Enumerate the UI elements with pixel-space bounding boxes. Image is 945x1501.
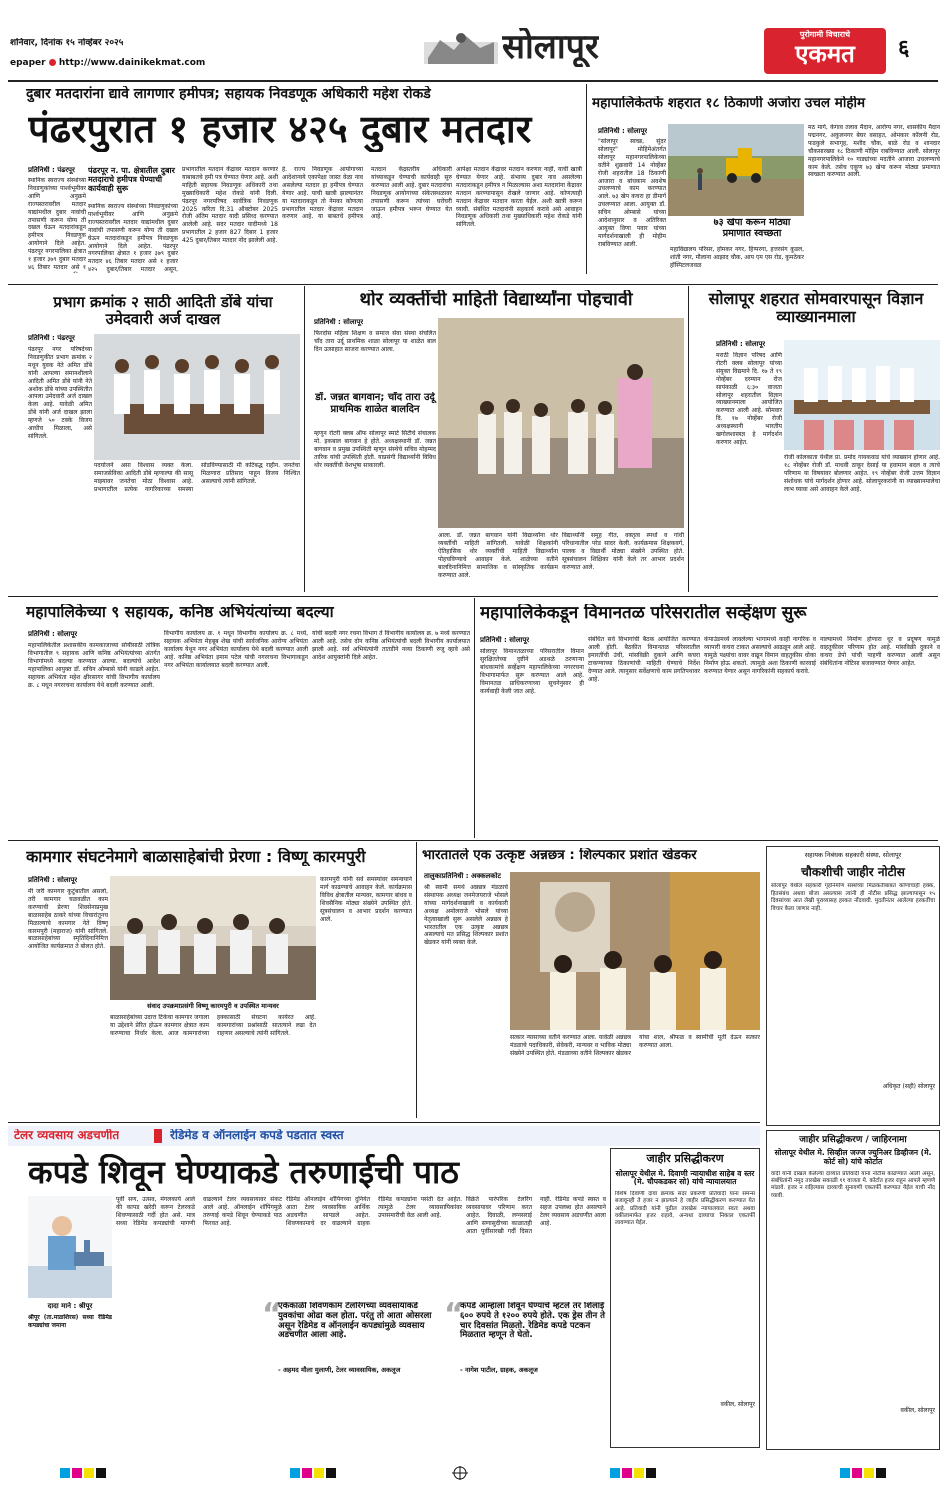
s10-headline: कपडे शिवून घेण्याकडे तरुणाईची पाठ [28,1154,459,1191]
s1-byline: प्रतिनिधी : पंढरपूर [28,166,75,174]
s2-body-a: "सोलापूर स्वच्छ, सुंदर सोलापूर" मोहिमेअंतर्गत सोलापूर महानगरपालिकेच्या वतीने शुक्रवारी 14 नोव्हेंबर रोजी शहरातील 18 ठिकाणी आजारा व बांधकाम अवशेष उचलण्याचे काम करण्यात आले. ७३ खेप कचरा हा डीमार्ग उचलण्यात आला. आयुक्त डॉ. सचिन ओम्बासे यांच्या आदेशानुसार व अतिरिक्त आयुक्त विणा पवार यांच्या मार्गदर्शनाखाली ही मोहीम राबविण्यात आली. [598,138,666,248]
s8-headline: कामगार संघटनेमागे बाळासाहेबांची प्रेरणा : विष्णू कारमपुरी [26,848,366,866]
s10-caption: दादा माने : श्रीपूर [47,1302,93,1310]
s3-body-b: पदयोजने असा विश्वास व्यक्त केला. समाजसेविका आदिती डोंबे म्हणाल्या की सासू माझ्यावर जनतेचा मोठा विश्वास आहे. प्रभागातील प्रत्येक नागरिकाच्या समस्या सोडविण्यासाठी मी कटिबद्ध राहीन. जनतेचा मिळणारा प्रतिसाद पाहून विजय निश्चित असल्याचे त्यांनी सांगितले. [94,462,300,493]
s10-quote1-text: एकेकाळी शिवणकाम टेलरिंगच्या व्यवसायाकडे युवकांचा ओढा कल होता. परंतु तो आता ओसरला असून रेडिमेड व ऑनलाईन कपड्यांमुळे व्यवसाय अडचणीत आला आहे. [278,1302,432,1341]
ad1-sign: अधिकृत (सही) सोलापूर [882,1083,935,1091]
s2-body-c: मठ मार्ग, केगाव तलाव मैदान, आरोग्य नगर, शासकीय मैदान पद्मनगर, अकुलनगर बेघर वसाहत, ओमकार कॉलनी रोड, फडकुले सभागृह, मशीद चौक, बाळे रोड व शानदार चौकसारख्या १८ ठिकाणी मोहिम राबविण्यात आली. सोलापूर महानगरपालिकेने १० गाड्यांच्या मदतीने आजारा उचलण्याचे काम केले. तसेच एकूण ७३ खेपा करून मोठ्या प्रमाणात स्वच्छता करण्यात आली. [808,124,940,179]
s10-intro: श्रीपूर (ता.माळशिरस) सध्या रेडिमेड कपड्यांचा जमाना [28,1314,112,1329]
s1-kicker: दुबार मतदारांना द्यावे लागणार हमीपत्र; सहायक निवडणूक अधिकारी महेश रोकडे [26,86,431,102]
s7-headline: महापालिकेकडून विमानतळ परिसरातील सर्व्हेक्षण सुरू [480,604,807,623]
s2-byline: प्रतिनिधी : सोलापूर [598,127,648,135]
s1-body-e: आपेक्षा मतदान केंद्रावर मतदान करणार नाही, याची खात्री घेण्यात येणार आहे. संभाव्य दुबार नाव असलेल्या मतदाराकडून हमीपत्र न मिळाल्यास अशा मतदारांना केंद्रावर मतदान करण्यापासून रोखले जाणार आहे. कोणत्याही मतदान केंद्रावर मतदान करता येईल. अशी खात्री करून घ्यावी. संबंधित मतदारांनी सहकार्य करावे असे आवाहन निवडणूक अधिकारी तथा मुख्याधिकारी महेश रोकडे यांनी सांगितले. [456,166,582,229]
ad3-title: जाहीर प्रसिद्धीकरण / जाहिरनामा [799,1135,907,1145]
ad1-body: सोलापूर येथील सहकारी गृहनिर्माण संस्थेच्या मिळकतीबाबत कोणाचाही हक्क, हितसंबंध अथवा बोजा असल्यास त्यांनी ही नोटीस प्रसिद्ध झाल्यापासून १५ दिवसांच्या आत लेखी पुराव्यासह हरकत नोंदवावी. मुदतीनंतर आलेल्या हरकतींचा विचार केला जाणार नाही. [771,883,935,912]
s3-headline: प्रभाग क्रमांक २ साठी आदिती डोंबे यांचा उमेदवारी अर्ज दाखल [53,294,273,329]
s6-body-a: महापालिकेतील प्रशासकीय कामकाजाच्या सोयीसाठी तांत्रिक विभागातील ९ सहायक आणि कनिष्ठ अभियंत्यांच्या अंतर्गत विभागांमध्ये बदल्या करण्यात आल्या. बदल्यांचे आदेश महापालिका आयुक्त डॉ. सचिन ओम्बासे यांनी काढले आहेत. सहायक अभियंता महेश क्षीरसागर यांची विभागीय कार्यालय क्र. ८ मधून नगररचना कार्यालय येथे बदली करण्यात आली. [28,642,160,689]
s1-subhead: पंढरपूर न. पा. क्षेत्रातील दुबार मतदाराचे हमीपत्र घेण्याची कार्यवाही सुरू [88,166,175,194]
ad1-title: चौकशीची जाहीर नोटीस [801,864,905,879]
s1-headline: पंढरपुरात १ हजार ४२५ दुबार मतदार [28,108,532,151]
epaper-label: epaper http://www.dainikekmat.com [10,58,206,68]
s4-subhead-box [312,392,438,430]
s10-quote-1 [262,1302,438,1382]
s1-subhead-box [88,166,178,200]
s9-body-a: श्री स्वामी समर्थ अन्नछत्र मंडळाचे संस्थापक अध्यक्ष जनमेजयराजे भोसले यांच्या मार्गदर्शनाखाली व कार्यकारी अध्यक्ष अमोलराजे भोसले यांच्या नेतृत्वाखाली सुरू असलेले अन्नछत्र हे भारतातील एक उत्कृष्ट अन्नछत्र असल्याचे मत प्रसिद्ध शिल्पकार प्रशांत खेडकर यांनी व्यक्त केले. [424,884,508,947]
notice-ad-1 [766,846,940,1126]
s2-headline: महापालिकेतर्फे शहरात १८ ठिकाणी अजोरा उचल मोहीम [592,96,866,111]
s4-subhead: डॉ. जन्नत बागवान; चाँद तारा उर्दू प्राथमिक शाळेत बालदिन [315,392,435,415]
s3-byline: प्रतिनिधी : पंढरपूर [28,334,75,342]
s4-body-c: आला. डॉ. जन्नत बागवान यांनी विद्यार्थ्यांना थोर व्यक्तींची माहिती सांगितली. यावेळी शिक्षकांनी ऐतिहासिक थोर व्यक्तींची माहिती विद्यार्थ्यांना पोहचविण्याचे आवाहन केले. शाळेच्या वतीने बालदिनानिमित्त सामाजिक व सांस्कृतिक कार्यक्रम करण्यात आले. [438,532,558,579]
s1-body-d: हे. राज्य निवडणूक आयोगाच्या आदेशान्वये एकापेक्षा जास्त वेळा नाव असलेल्या मतदार हा हमीपत्र घेण्यात येणार आहे. याची खात्री झाल्यानंतर या मतदाराकडून तो नेमका कोणत्या प्रभागातील मतदार केंद्रावर मतदान करणार आहे. या बाबतचे हमीपत्र मतदान केंद्रस्तरीय अधिकारी यांच्याकडून घेण्याची कार्यवाही सुरु करण्यात आली आहे. दुबार मतदारांचा निवडणूक आयोगाच्या संकेतस्थळावर तपासणी करून त्यांच्या घरोघरी जाऊन हमीपत्र भरून घेण्यात येत आहे. [282,166,452,221]
ad3-body: वादी यांनी दाखल केलेल्या दाव्यात प्रतिवादी यांना नोटीस काढण्यात आली असून, संबंधितांनी नमूद तारखेस सकाळी ११ वाजता मे. कोर्टात हजर राहून आपले म्हणणे मांडावे. हजर न राहिल्यास दाव्याची सुनावणी एकतर्फी करण्यात येईल याची नोंद घ्यावी. [771,1170,935,1199]
s7-body-c: कंपाउंडमध्ये लावलेल्या भागामध्ये काही नागरिक व व्यापारी कचरा टाकत असल्याचे आढळून आले आहे. यामुळे पक्ष्यांचा वावर वाढून विमान वाहतुकीस धोका निर्माण होऊ शकतो. त्यामुळे अशा ठिकाणी कारवाई करण्यात येणार असून नागरिकांनी सहकार्य करावे. [704,636,816,675]
paper-brand [764,28,886,74]
quote-mark-icon-2: “ [444,1302,464,1332]
tagline: पुरोगामी विचाराचे [799,30,851,39]
s1-body-b: स्थानिक स्वराज्य संस्थांच्या निवडणुकांच्या पार्श्वभूमीवर आणि अनुक्रमे राज्यस्तरावरील मतदार याद्यांमधील दुबार नावांची तपासणी करून योग्य ती दखल घेऊन मतदारांकडून हमीपत्र निवडणूक आयोगाने दिले आहेत. पंढरपूर नगरपालिका क्षेत्रात १ हजार ३७९ दुबार मतदार ४६ तिबार मतदार असे १ हजार ४२५ दुबार/तिबार मतदार असून, [88,203,178,273]
s10-quote2-by: - नागेश पाटील, ग्राहक, अकलूज [460,1366,538,1374]
s8-photo-caption: संवाद उपक्रमाप्रसंगी विष्णू कारमपुरी व उपस्थित मान्यवर [147,1002,279,1010]
city-name: सोलापूर [502,28,599,67]
s6-headline: महापालिकेच्या ९ सहायक, कनिष्ठ अभियंत्यांच्या बदल्या [26,604,334,621]
print-color-bar [60,1466,890,1480]
s4-children-photo [438,318,684,528]
s2-photo-caption: ७३ खेपा करून मोठ्या प्रमाणात स्वच्छता [713,218,791,239]
s10-quote1-by: - अहमद मौला मुलाणी, टेलर व्यावसायिक, अकलूज [278,1366,401,1374]
s10-quote2-text: कपडे आम्हाला शिवून घेण्याचे म्हटले तर शिलाई ६०० रुपये ते १२०० रुपये होते. एक ड्रेस तीन ते चार दिवसांत मिळतो. रेडिमेड कपडे पटकन मिळतात म्हणून ते घेतो. [460,1302,606,1341]
s7-body-d: नाल्यामध्ये निर्माण होणारा धूर व प्रदूषण यामुळे वाहतुकीवर परिणाम होत आहे. मांसविक्री दुकाने व कचरा डेपो यांची पाहणी करण्यात आली असून संबंधितांना नोटिसा बजावण्यात येणार आहेत. [820,636,940,667]
s8-byline: प्रतिनिधी : सोलापूर [28,876,78,884]
s8-body-c: कारमपुरी यांनी सर्व समस्यांवर समन्वयाने मार्ग काढण्याचे आवाहन केले. कार्यक्रमास विविध क्षेत्रातील मान्यवर, कामगार बांधव व शिवसैनिक मोठ्या संख्येने उपस्थित होते. सूत्रसंचालन व आभार प्रदर्शन करण्यात आले. [320,876,412,923]
s9-byline: तालुकाप्रतिनिधी : अक्कलकोट [424,872,502,880]
s6-byline: प्रतिनिधी : सोलापूर [28,630,78,638]
quote-mark-icon: “ [262,1302,282,1332]
paper-name: एकमत [795,41,855,68]
s3-nomination-photo [94,334,300,460]
s10-body-b: रेडिमेड ऑनलाईन शॉपिंगच्या दुनियेत आता टेलर व्यवसायिक आर्थिक अडचणीत सापडले आहेत. शिवणकामाचे दर वाढल्याने ग्राहक रेडिमेड कपड्यांना पसंती देत आहेत. त्यामुळे टेलर व्यावसायिकांवर उपासमारीची वेळ आली आहे. [286,1196,462,1227]
s6-body-c: यांची बदली नगर रचना विभाग ते विभागीय कार्यालय क्र. ७ मध्ये करण्यात आली आहे. तसेच दोन कनिष्ठ अभियंत्यांची बदली विभागीय कार्यालयात झाली आहे. सर्व अभियंत्यांनी तातडीने नव्या ठिकाणी रुजू व्हावे असे आदेश आयुक्तांनी दिले आहेत. [312,630,470,661]
s10-kicker-sep [154,1129,162,1143]
s5-byline: प्रतिनिधी : सोलापूर [716,340,766,348]
s1-body-c: प्रभागातील मतदान केंद्रावर मतदान करणार याबाबतचे हमी पत्र घेण्यात येणार आहे. अशी माहिती सहायक निवडणूक अधिकारी तथा मुख्याधिकारी महेश रोकडे यांनी दिली. पंढरपूर नगरपरिषद सार्वत्रिक निवडणूक 2025 करिता दि.31 ऑक्टोबर 2025 रोजी अंतिम मतदार यादी प्रसिध्द करण्यात आलेली आहे. सदर मतदार यादीमध्ये 18 प्रभागातील 2 हजार 827 दिबार 1 हजार 425 दुबार/तिबार मतदार नोंद झालेली आहे. [182,166,278,245]
s5-body-b: रोजी कोलकाता येथील प्रा. प्रमोद गायकवाड यांचे व्याख्यान होणार आहे. १८ नोव्हेंबर रोजी डॉ. माधवी ठाकूर देसाई या हवामान बदल व त्याचे परिणाम या विषयावर बोलणार आहेत. १९ नोव्हेंबर रोजी उत्तम विज्ञान संशोधक यांचे मार्गदर्शन होणार आहे. सोलापूरकरांनी या व्याख्यानमालेचा लाभ घ्यावा असे आवाहन केले आहे. [784,454,940,493]
masthead [0,0,945,76]
s10-body-a: पूर्वी सण, उत्सव, मंगलकार्य आले की कापड खरेदी करून टेलरकडे शिवण्यासाठी गर्दी होत असे. मात्र सध्या रेडिमेड कपड्यांची मागणी वाढल्याने टेलर व्यवसायावर संकट आले आहे. ऑनलाईन शॉपिंगमुळे तरुणाई कपडे शिवून घेण्याकडे पाठ फिरवत आहे. [116,1196,282,1227]
s2-body-b: महाविद्यालय परिसर, होमकर नगर, हिप्परगा, हत्तरसंग कुडल, शांती नगर, मौलाना आझाद चौक, आय एम एस रोड, कुमठेकर हॉस्पिटलजवळ [670,246,804,269]
s4-body-b: म्हणून रोटरी क्लब ऑफ सोलापूर स्मार्ट सिटीचे संचालक मो. इकबाल बागवान हे होते. अध्यक्षस्थानी डॉ. जन्नत बागवान व प्रमुख उपस्थिती म्हणून संस्थेचे सचिव मोहम्मद तारिक यांची उपस्थिती होती. याप्रसंगी विद्यार्थ्यांनी विविध थोर व्यक्तींची वेशभूषा साकारली. [314,430,436,469]
website-link[interactable]: http://www.dainikekmat.com [58,58,206,68]
s9-felicitation-photo [510,872,760,1030]
masthead-date: शनिवार, दिनांक १५ नोव्हेंबर २०२५ [10,38,124,48]
ad2-sign: वकील, सोलापूर [720,1400,755,1408]
s6-body-b: विभागीय कार्यालय क्र. १ मधून विभागीय कार्यालय क्र. ८ मध्ये, सहायक अभियंता मेहबूब शेख यांची सार्वजनिक आरोग्य अभियंता कार्यालय येथून नगर अभियंता कार्यालय येथे बदली करण्यात आली आहे. कनिष्ठ अभियंता इमाम पटेल यांची नगररचना विभागाकडून नगर अभियंता कार्यालयात बदली करण्यात आली. [164,630,308,669]
s10-kicker: टेलर व्यवसाय अडचणीत [14,1129,120,1142]
s9-headline: भारतातले एक उत्कृष्ट अन्नछत्र : शिल्पकार प्रशांत खेडकर [422,848,697,863]
s8-meeting-photo [110,876,316,1000]
s10-quote-2 [444,1302,606,1382]
ad2-court: सोलापूर येथील मे. दिवाणी न्यायाधीश साहेब व स्तर (मे. चौपकडकर सो) यांचे न्यायालयात [615,1168,755,1187]
s3-body-a: पंढरपूर नगर परिषदेच्या निवडणुकीत प्रभाग क्रमांक २ मधून युवक नेते अमित डोंबे यांनी आपल्या समानशीलाने आदिती अमित डोंबे यांनी नेते अशोक डोंबे यांच्या उपस्थितीत आपला उमेदवारी अर्ज दाखल केला आहे. यावेळी अमित डोंबे यांनी अर्ज दाखल झाला म्हणजे ५० टक्के विजय आधीच मिळाला, असे सांगितले. [28,346,92,440]
s5-body-a: मराठी विज्ञान परिषद आणि रोटरी क्लब सोलापूर यांच्या संयुक्त विद्यमाने दि. १७ ते १९ नोव्हेंबर दरम्यान रोज सायंकाळी ६:३० वाजता सोलापूर शहरातील विज्ञान व्याख्यानमाला आयोजित करण्यात आली आहे. सोमवार दि. १७ नोव्हेंबर रोजी अध्यक्षस्थानी भारतीय खगोलशास्त्रज्ञ हे मार्गदर्शन करणार आहेत. [716,352,782,446]
s10-tailor-photo [28,1196,112,1298]
ad1-top: सहायक निबंधक सहकारी संस्था, सोलापूर [804,851,902,859]
s7-body-b: संबंधित सर्व विभागांची बैठक आयोजित करण्यात आली होती. बैठकीत विमानतळ परिसरातील इमारतींची उंची, मांसविक्री दुकाने आणि कचरा टाकण्याच्या ठिकाणांची माहिती घेण्याचे निर्देश देण्यात आले. त्यानुसार सर्वेक्षणाचे काम प्रगतिपथावर आहे. [588,636,700,683]
s10-kicker2: रेडिमेड व ऑनलाईन कपडे पडतात स्वस्त [170,1129,344,1142]
page-number: ६ [898,36,910,61]
ad3-sign: वकील, सोलापूर [900,1406,935,1414]
s4-body-d: विद्यार्थ्यांनी समूह गीत, वक्तृत्व स्पर्धा व गांधी परिधानातील परेड सादर केली. कार्यक्रमास शिक्षकवर्ग, पालक व विद्यार्थी मोठ्या संख्येने उपस्थित होते. सूत्रसंचालन शिक्षिका यांनी केले तर आभार प्रदर्शन करण्यात आले. [562,532,684,571]
s8-body-a: मी जरी कामगार कुटुंबातील असलो, तरी कामगार चळवळीत काम करण्याची प्रेरणा शिवसेनाप्रमुख बाळासाहेब ठाकरे यांच्या विचारांतूनच मिळाल्याचे कामगार नेते विष्णू कारमपुरी (महाराज) यांनी सांगितले. बाळासाहेबांच्या स्मृतिदिनानिमित्त आयोजित कार्यक्रमात ते बोलत होते. [28,888,108,951]
ad2-title: जाहीर प्रसिद्धीकरण [646,1152,724,1165]
s2-cleanup-photo [668,124,804,216]
s7-byline: प्रतिनिधी : सोलापूर [480,636,530,644]
s5-science-photo [784,340,940,450]
s8-body-b: बाळासाहेबांच्या उदात्त टिकेचा कामगार जगाला या उद्देशाने प्रेरित होऊन कामगार क्षेत्रात काम करण्याचा निर्धार केला. आज कामगारांच्या हक्कासाठी संघटना कार्यरत आहे. कामगारांच्या प्रश्नांसाठी सातत्याने लढा देत राहणार असल्याचे त्यांनी सांगितले. [110,1014,316,1037]
s7-body-a: सोलापूर विमानतळाच्या परिसरातील विमान सुरक्षिततेच्या दृष्टीने अडथळे ठरणाऱ्या बांधकामांचे सर्व्हेक्षण महापालिकेच्या नगररचना विभागामार्फत सुरू करण्यात आले आहे. विमानतळ प्राधिकरणाच्या सूचनेनुसार ही कार्यवाही केली जात आहे. [480,648,584,695]
s10-body-c: विक्रेते पारंपरिक टेलरिंग व्यवसायावर परिणाम करत आहेत. दिवाळी, लग्नसराई आणि सणासुदीच्या काळातही आता पूर्वीसारखी गर्दी दिसत नाही. रेडिमेड कपडे स्वस्त व सहज उपलब्ध होत असल्याने टेलर व्यवसाय अडचणीत आला आहे. [466,1196,606,1235]
s5-headline: सोलापूर शहरात सोमवारपासून विज्ञान व्याख्यानमाला [708,290,924,327]
ad3-court: सोलापूर येथील मे. सिव्हील जज्ज ज्युनिअर डिव्हीजन (मे. कोर्ट सो) यांचे कोर्टात [774,1148,932,1166]
s1-body-a: स्थानिक स्वराज्य संस्थांच्या निवडणुकांच्या पार्श्वभूमीवर आणि अनुक्रमे राज्यस्तरावरील मतदार याद्यांमधील दुबार नावांची तपासणी करून योग्य ती दखल घेऊन मतदारांकडून हमीपत्र निवडणूक आयोगाने दिले आहेत. पंढरपूर नगरपालिका क्षेत्रात १ हजार ३७९ दुबार मतदार ४६ तिबार मतदार असे १ [28,177,86,271]
notice-ad-3 [766,1130,940,1450]
s4-byline: प्रतिनिधी : सोलापूर [314,318,364,326]
city-logo-art [420,28,502,66]
s4-headline: थोर व्यक्तींची माहिती विद्यार्थ्यांना पोहचावी [359,290,633,310]
globe-icon [49,59,56,66]
s4-body-a: फिरदोस महिला शिक्षण व समाज सेवा संस्था संचलित चाँद तारा उर्दू प्राथमिक शाळा सोलापूर या शाळेत बाल दिन उत्साहात साजरा करण्यात आला. [314,330,436,353]
s9-body-b: सत्कार न्यासाच्या वतीने करण्यात आला. यावेळी अन्नछत्र मंडळाचे पदाधिकारी, सेवेकरी, मान्यवर व भाविक मोठ्या संख्येने उपस्थित होते. मंडळाच्या वतीने शिल्पकार खेडकर यांचा शाल, श्रीफळ व स्वामींची मूर्ती देऊन सत्कार करण्यात आला. [510,1034,760,1057]
ad2-body: विशेष दिवाणी दावा क्रमांक सदर प्रकरणी प्रतिवादी यांना समन्स बजावूनही ते हजर न झाल्याने हे जाहीर प्रसिद्धीकरण करण्यात येत आहे. प्रतिवादी यांनी पुढील तारखेस न्यायालयात स्वतः अथवा वकीलामार्फत हजर राहावे, अन्यथा दाव्याचा निकाल एकतर्फी लावण्यात येईल. [615,1190,755,1227]
notice-ad-2 [610,1148,760,1448]
s10-kicker-bar [8,1126,760,1146]
